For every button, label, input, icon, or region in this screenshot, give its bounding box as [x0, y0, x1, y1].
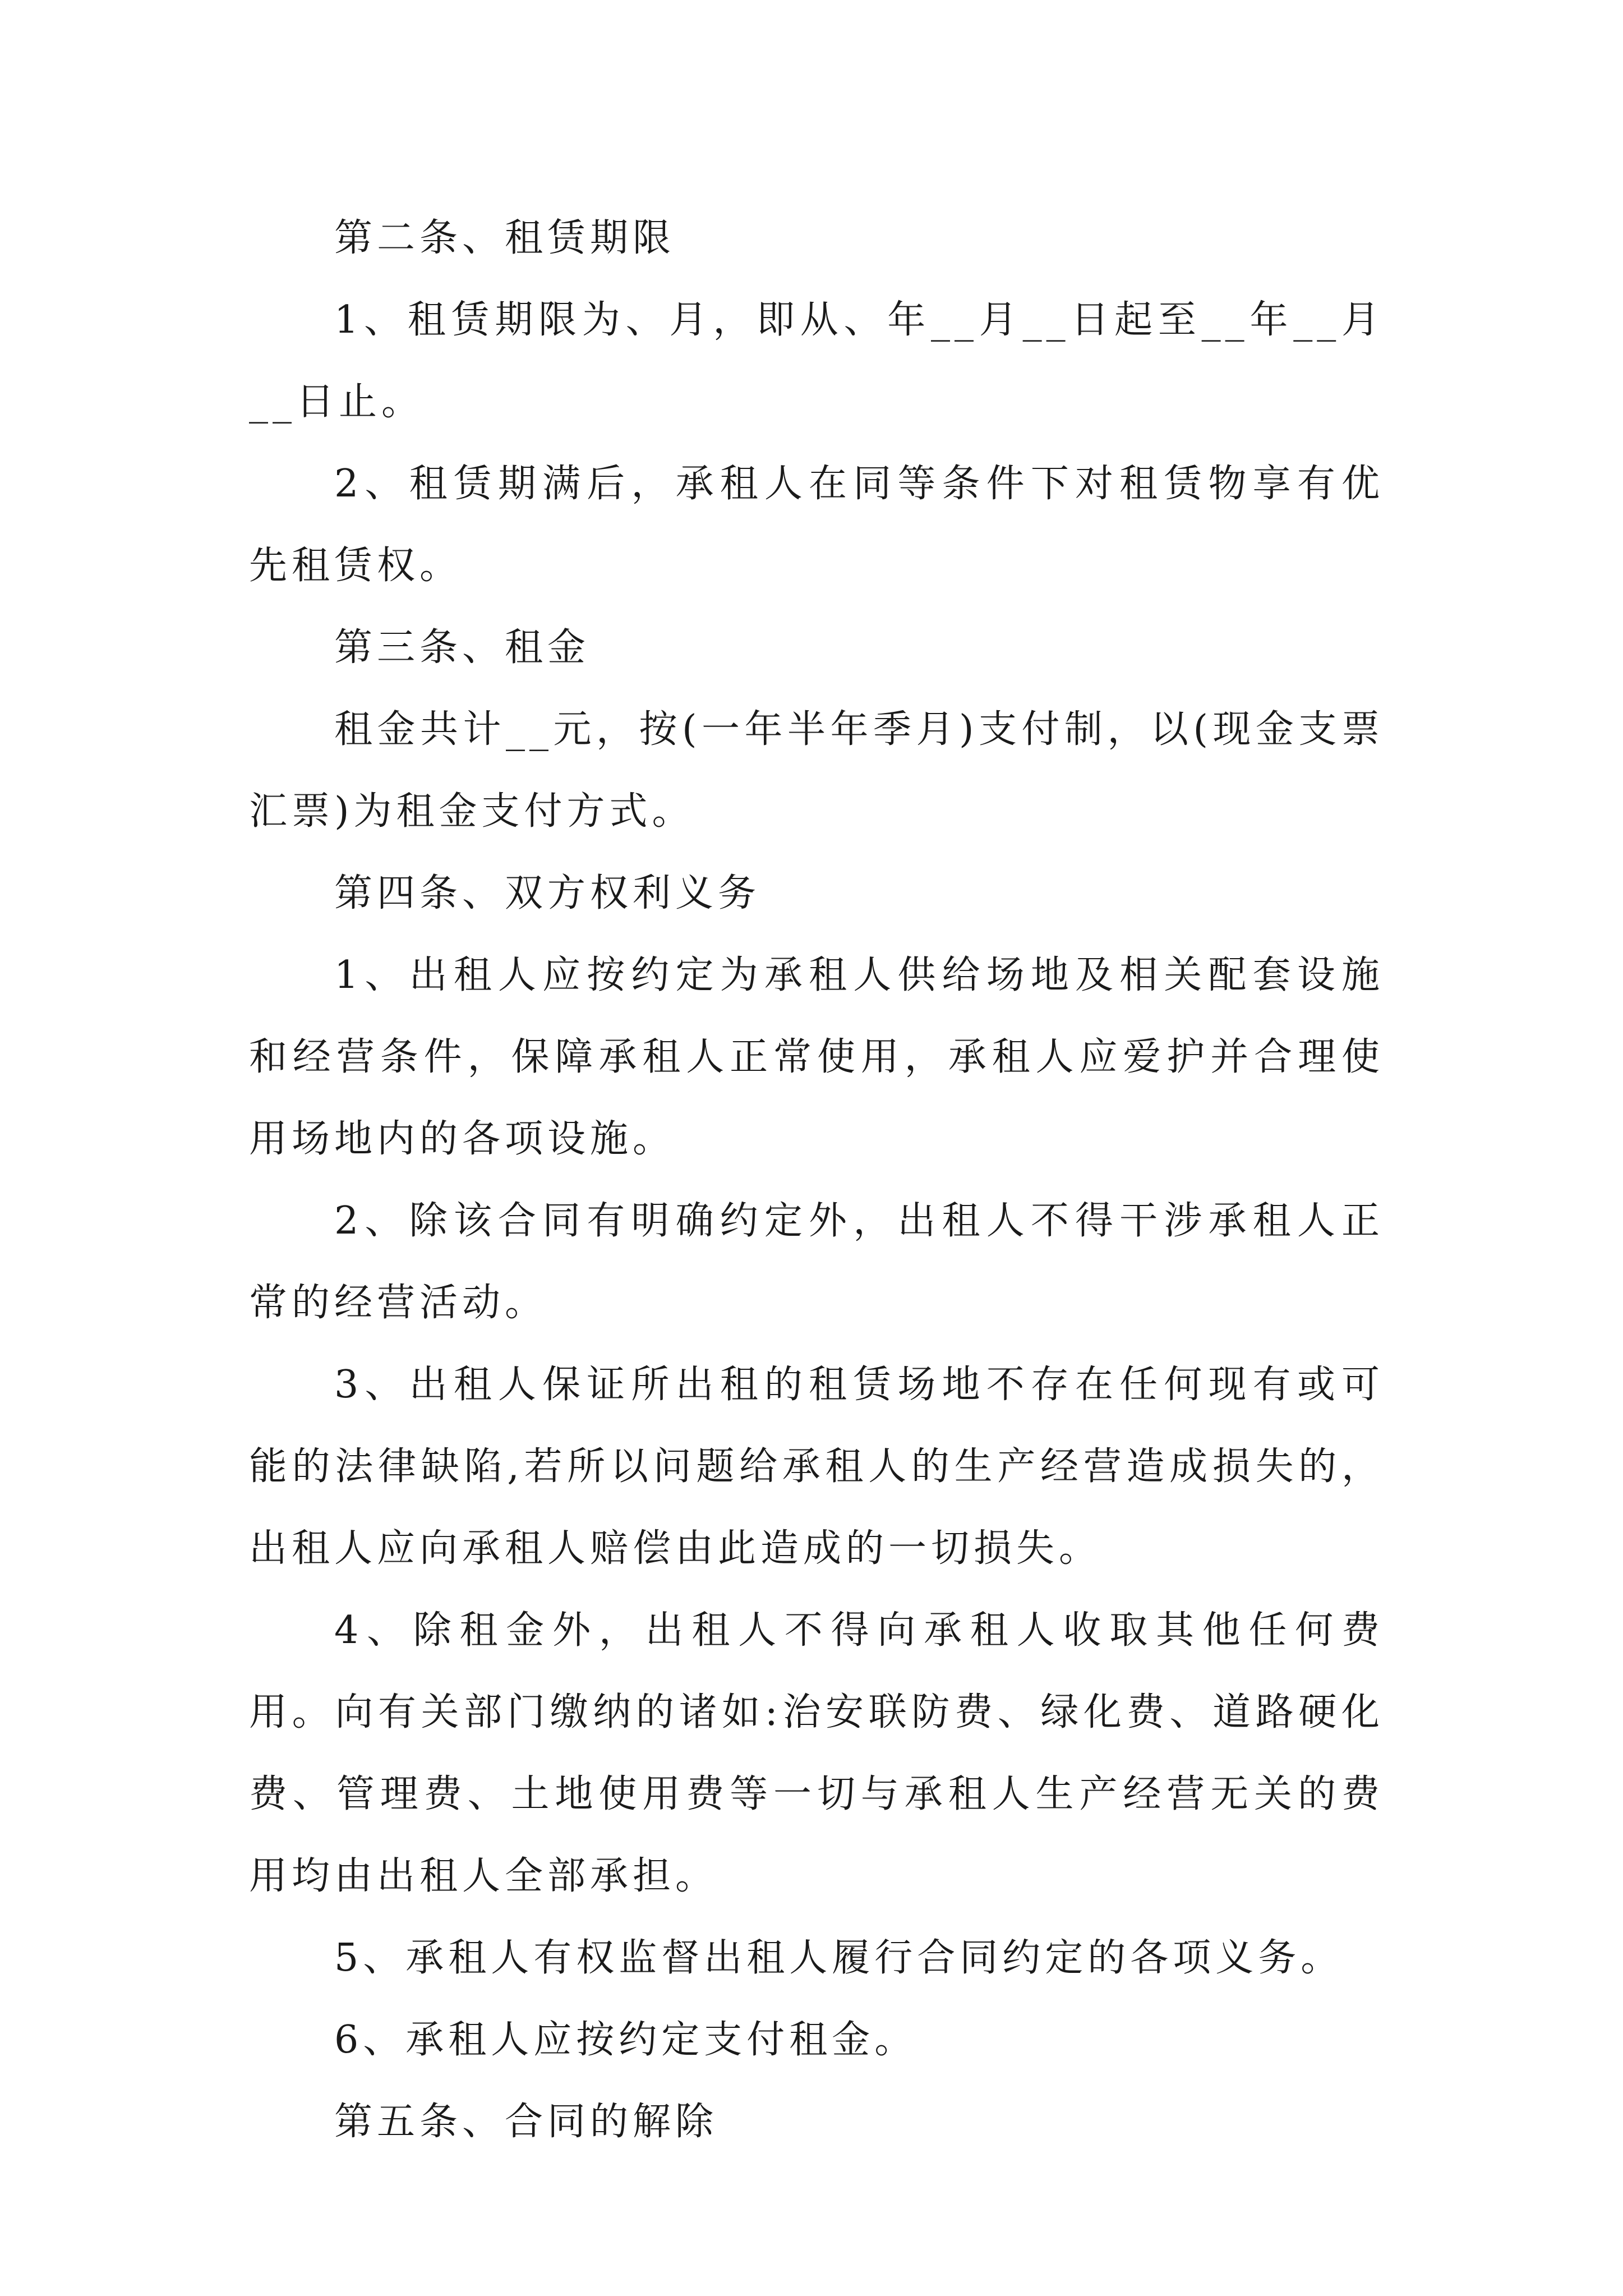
article-2-clause-1: 1、租赁期限为、月，即从、年__月__日起至__年__月__日止。	[249, 298, 1384, 424]
article-2-clause-2: 2、租赁期满后，承租人在同等条件下对租赁物享有优先租赁权。	[249, 462, 1384, 588]
article-3-body: 租金共计__元，按(一年半年季月)支付制，以(现金支票汇票)为租金支付方式。	[249, 707, 1384, 834]
article-2-heading: 第二条、租赁期限	[334, 216, 676, 260]
article-4-clause-6: 6、承租人应按约定支付租金。	[334, 2018, 917, 2062]
article-4-clause-2: 2、除该合同有明确约定外，出租人不得干涉承租人正常的经营活动。	[249, 1199, 1384, 1325]
article-4-heading: 第四条、双方权利义务	[334, 871, 761, 915]
article-5-heading: 第五条、合同的解除	[334, 2100, 718, 2144]
article-4-clause-1: 1、出租人应按约定为承租人供给场地及相关配套设施和经营条件，保障承租人正常使用，承租人应爱护并合理使用场地内的各项设施。	[249, 953, 1384, 1161]
article-4-clause-4: 4、除租金外，出租人不得向承租人收取其他任何费用。向有关部门缴纳的诸如:治安联防费、绿化费、道路硬化费、管理费、土地使用费等一切与承租人生产经营无关的费用均由出租人全部承担。	[249, 1608, 1384, 1898]
article-4-clause-5: 5、承租人有权监督出租人履行合同约定的各项义务。	[334, 1936, 1344, 1980]
article-4-clause-3: 3、出租人保证所出租的租赁场地不存在任何现有或可能的法律缺陷,若所以问题给承租人的生产经营造成损失的，出租人应向承租人赔偿由此造成的一切损失。	[249, 1363, 1384, 1571]
document-body	[249, 197, 1384, 2163]
article-3-heading: 第三条、租金	[334, 625, 591, 670]
